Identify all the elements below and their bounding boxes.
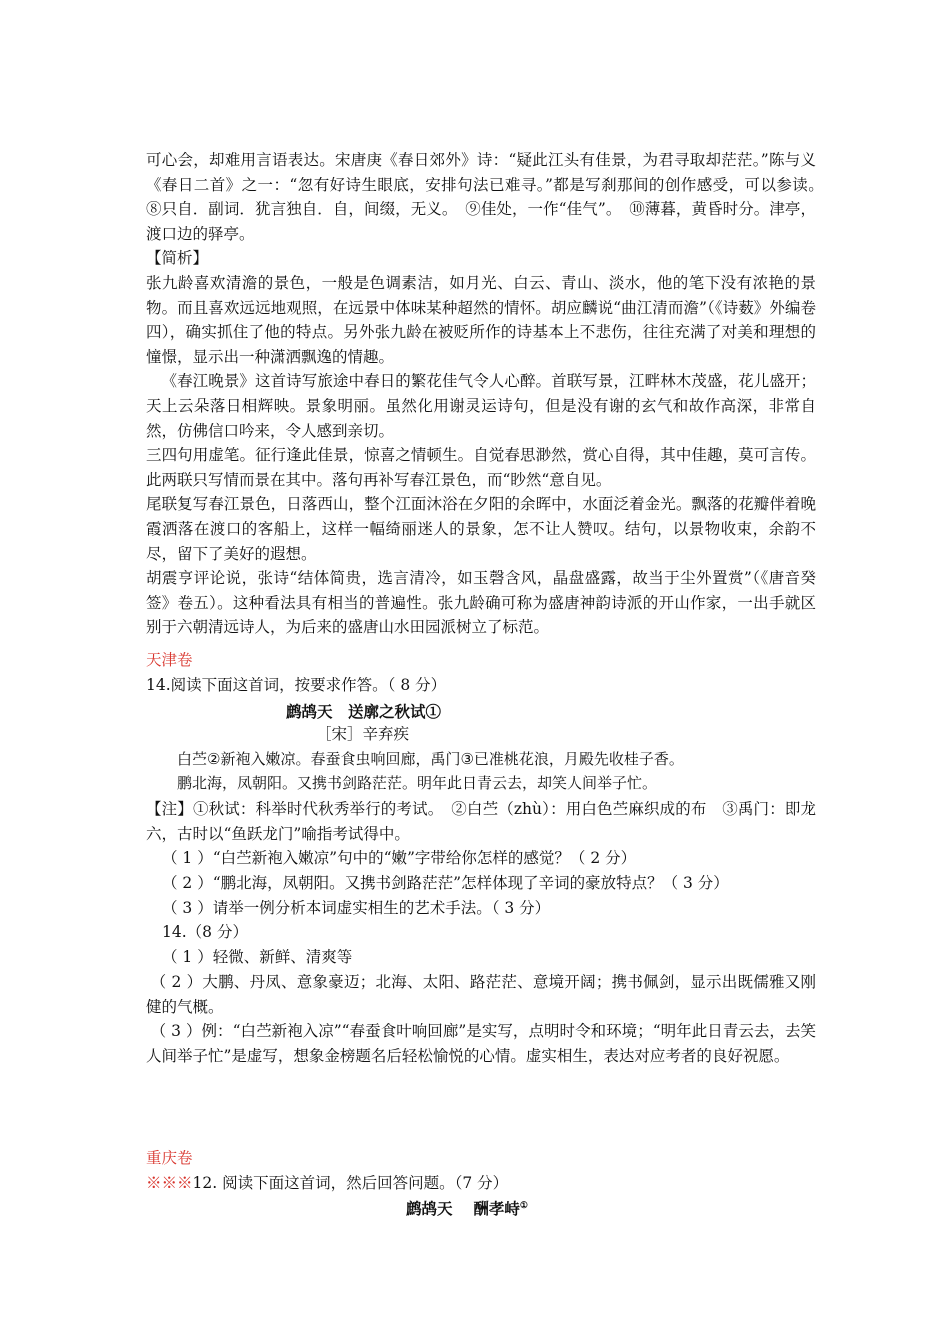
poem-note: [146, 797, 816, 846]
analysis-paragraph-2: 《春江晚景》这首诗写旅途中春日的繁花佳气令人心醉。首联写景，江畔林木茂盛，花儿盛开；天上云朵落日相辉映。景象明丽。虽然化用谢灵运诗句，但是没有谢的玄气和故作高深，非常自然，仿佛信口吟来，令人感到亲切。: [146, 372, 816, 440]
analysis-paragraph-5: 胡震亨评论说，张诗“结体简贵，选言清冷，如玉磬含风，晶盘盛露，故当于尘外置赏”（《唐音癸签》卷五）。这种看法具有相当的普遍性。张九龄确可称为盛唐神韵诗派的开山作家，一出手就区别于六朝清远诗人，为后来的盛唐山水田园派树立了标范。: [146, 569, 816, 637]
answer-14-2: （ 2 ）大鹏、丹凤、意象豪迈；北海、太阳、路茫茫、意境开阔；携书佩剑，显示出既儒雅又刚健的气概。: [146, 973, 816, 1016]
question-14-intro: 14.阅读下面这首词，按要求作答。（ 8 分）: [146, 676, 447, 694]
answer-14-3: （ 3 ）例：“白苎新袍入凉”“春蚕食叶响回廊”是实写，点明时令和环境；“明年此日青云去，去笑人间举子忙”是虚写，想象金榜题名后轻松愉悦的心情。虚实相生，表达对应考者的良好祝愿。: [146, 1022, 816, 1065]
poem-title: 鹧鸪天 送廓之秋试①: [286, 702, 442, 721]
analysis-paragraph-4: 尾联复写春江景色，日落西山，整个江面沐浴在夕阳的余晖中，水面泛着金光。飘落的花瓣伴着晚霞洒落在渡口的客船上，这样一幅绮丽迷人的景象，怎不让人赞叹。结句，以景物收束，余韵不尽，留下了美好的遐想。: [146, 495, 816, 563]
note-text: 【注】①秋试：科举时代秋秀举行的考试。 ②白苎（zhù）：用白色苎麻织成的布 ③禹门：即龙六，古时以“鱼跃龙门”喻指考试得中。: [146, 800, 816, 843]
jianxi-heading: 【简析】: [146, 249, 209, 268]
question-14-3: （ 3 ）请举一例分析本词虚实相生的艺术手法。（ 3 分）: [162, 899, 551, 917]
poem-line-1: 白苎②新袍入嫩凉。春蚕食虫响回廊，禹门③已准桃花浪，月殿先收桂子香。: [177, 750, 684, 768]
answer-14-header: 14.（8 分）: [162, 923, 248, 941]
poem-title-chongqing: [406, 1197, 528, 1219]
question-12-intro: [146, 1171, 508, 1196]
poem-line-2: 鹏北海，凤朝阳。又携书剑路茫茫。明年此日青云去，却笑人间举子忙。: [177, 774, 658, 792]
poem-title-text: 鹧鸪天 酬孝峙: [406, 1199, 520, 1218]
question-14-2: （ 2 ）“鹏北海，凤朝阳。又携书剑路茫茫”怎样体现了辛词的豪放特点？（ 3 分）: [162, 874, 729, 892]
section-label-tianjin: 天津卷: [146, 651, 193, 669]
answer-14-3-block: [146, 1019, 816, 1068]
question-12-text: 12. 阅读下面这首词，然后回答问题。（7 分）: [192, 1174, 509, 1192]
analysis-paragraph-3: 三四句用虚笔。征行逢此佳景，惊喜之情顿生。自觉春思渺然，赏心自得，其中佳趣，莫可言传。此两联只写情而景在其中。落句再补写春江景色，而“眇然“意自见。: [146, 446, 816, 489]
commentary-section: [146, 148, 832, 640]
analysis-paragraph-1: 张九龄喜欢清澹的景色，一般是色调素洁，如月光、白云、青山、淡水，他的笔下没有浓艳的景物。而且喜欢远远地观照，在远景中体味某种超然的情怀。胡应麟说“曲江清而澹”（《诗薮》外编卷四），确实抓住了他的特点。另外张九龄在被贬所作的诗基本上不悲伤，往往充满了对美和理想的憧憬，显示出一种潇洒飘逸的情趣。: [146, 273, 816, 366]
annotation-paragraph: 可心会，却难用言语表达。宋唐庚《春日郊外》诗：“疑此江头有佳景，为君寻取却茫茫。”陈与义《春日二首》之一：“忽有好诗生眼底，安排句法已难寻。”都是写刹那间的创作感受，可以参读。 ⑧只自．副词．犹言独自．自，间缀，无义。 ⑨佳处，一作“佳气”。 ⑩薄暮，黄昏时分。津亭，渡口边的驿亭。: [146, 151, 832, 243]
question-14-1: （ 1 ）“白苎新袍入嫩凉”句中的“嫩”字带给你怎样的感觉？（ 2 分）: [162, 849, 637, 867]
reference-marks: ※※※: [146, 1174, 193, 1192]
section-label-chongqing: 重庆卷: [146, 1149, 193, 1167]
footnote-marker: ①: [519, 1200, 528, 1211]
answer-14-2-block: [146, 970, 816, 1019]
poem-author: ［宋］辛弃疾: [316, 725, 410, 743]
answer-14-1: （ 1 ）轻微、新鲜、清爽等: [162, 948, 353, 966]
